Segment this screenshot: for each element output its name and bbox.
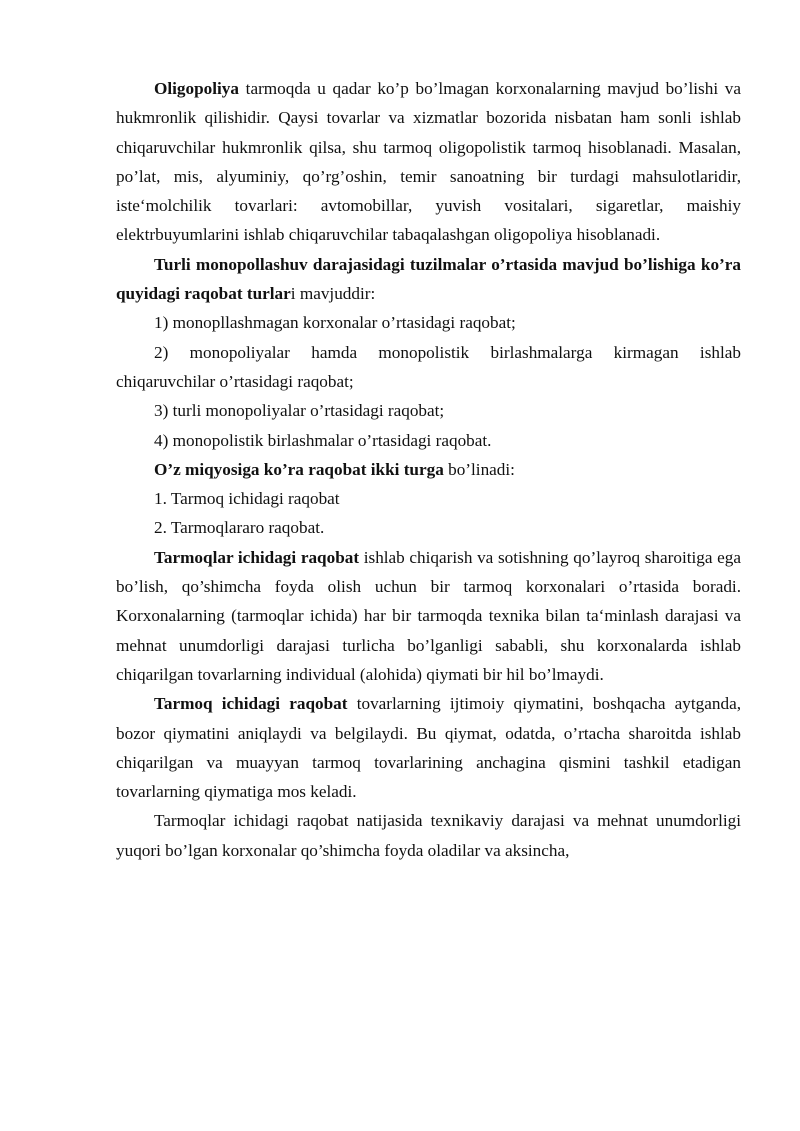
paragraph-intra-industry-text: ishlab chiqarish va sotishning qo’layroq sharoitiga ega bo’lish, qo’shimcha foyda olish uchun bir tarmoq korxonalari o’rtasida boradi. Korxonalarning (tarmoqlar ichida) har bir tarmoqda texnika bilan ta‘minlash darajasi va mehnat unumdorligi darajasi turlicha bo’lganligi sababli, shu korxonalarda ishlab chiqarilgan tovarlarning individual (alohida) qiymati bir hil bo’lmaydi. bbox=[116, 547, 741, 684]
list-item: 3) turli monopoliyalar o’rtasidagi raqobat; bbox=[154, 401, 445, 421]
list-item: 2) monopoliyalar hamda monopolistik birlashmalarga kirmagan ishlab chiqaruvchilar o’rtasidagi raqobat; bbox=[116, 342, 741, 391]
paragraph-scale-text: bo’linadi: bbox=[443, 459, 515, 479]
paragraph-competition-types-text: i mavjuddir: bbox=[290, 284, 376, 304]
term-intra-industry-competition: Tarmoqlar ichidagi raqobat bbox=[154, 547, 360, 567]
paragraph-oligopoly bbox=[116, 74, 741, 250]
term-intra-branch-competition: Tarmoq ichidagi raqobat bbox=[154, 694, 348, 714]
document-page bbox=[116, 74, 741, 865]
heading-scale-types: O’z miqyosiga ko’ra raqobat ikki turga bbox=[154, 459, 444, 479]
paragraph-results-text: Tarmoqlar ichidagi raqobat natijasida texnikaviy darajasi va mehnat unumdorligi yuqori bo’lgan korxonalar qo’shimcha foyda oladilar va aksincha, bbox=[116, 811, 741, 860]
paragraph-intra-branch bbox=[116, 689, 741, 806]
paragraph-intra-industry bbox=[116, 543, 741, 689]
paragraph-competition-types-intro bbox=[116, 250, 741, 309]
term-oligopoly: Oligopoliya bbox=[154, 79, 239, 98]
heading-competition-types: Turli monopollashuv darajasidagi tuzilmalar o’rtasida mavjud bo’lishiga ko’ra quyidagi raqobat turlar bbox=[116, 254, 741, 304]
list-item: 1) monopllashmagan korxonalar o’rtasidagi raqobat; bbox=[154, 313, 516, 333]
list-item: 1. Tarmoq ichidagi raqobat bbox=[154, 489, 340, 509]
paragraph-intra-branch-text: tovarlarning ijtimoiy qiymatini, boshqacha aytganda, bozor qiymatini aniqlaydi va belgilaydi. Bu qiymat, odatda, o’rtacha sharoitda ishlab chiqarilgan va muayyan tarmoq tovarlarining anchagina qismini tashkil etadigan tovarlarning qiymatiga mos keladi. bbox=[116, 694, 741, 802]
paragraph-scale-intro bbox=[116, 455, 741, 484]
paragraph-oligopoly-text: tarmoqda u qadar ko’p bo’lmagan korxonalarning mavjud bo’lishi va hukmronlik qilishidir. Qaysi tovarlar va xizmatlar bozorida nisbatan ham sonli ishlab chiqaruvchilar hukmronlik qilsa, shu tarmoq oligopolistik tarmoq hisoblanadi. Masalan, po’lat, mis, alyuminiy, qo’rg’oshin, temir sanoatning bir turdagi mahsulotlaridir, iste‘molchilik tovarlari: avtomobillar, yuvish vositalari, sigaretlar, maishiy elektrbuyumlarini ishlab chiqaruvchilar tabaqalashgan oligopoliya hisoblanadi. bbox=[116, 79, 741, 245]
list-item: 4) monopolistik birlashmalar o’rtasidagi raqobat. bbox=[154, 430, 492, 450]
list-item: 2. Tarmoqlararo raqobat. bbox=[154, 518, 325, 538]
paragraph-results bbox=[116, 806, 741, 865]
